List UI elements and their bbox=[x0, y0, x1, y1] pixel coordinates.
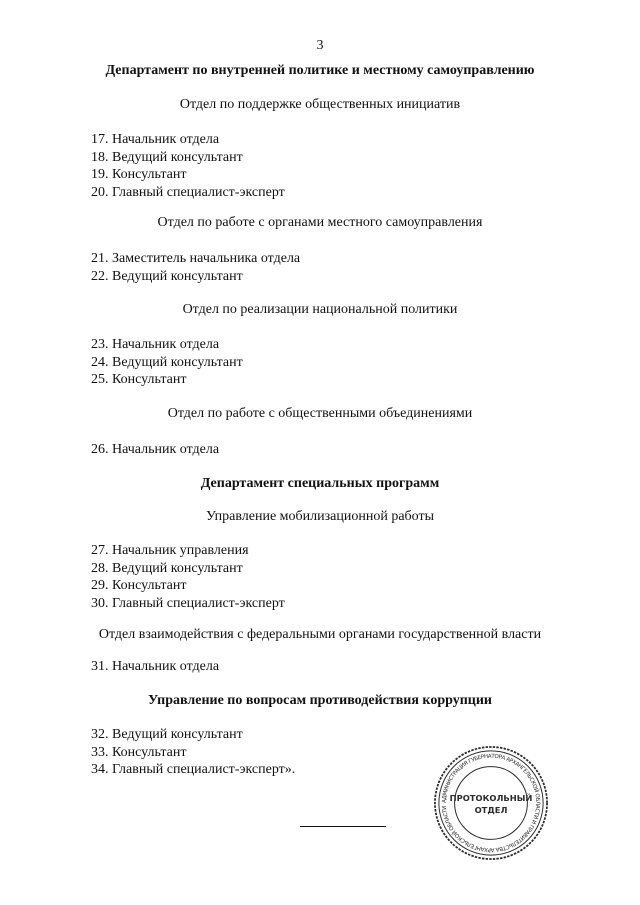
list-item: 29. Консультант bbox=[91, 578, 187, 593]
stamp-center-text: ОТДЕЛ bbox=[474, 804, 508, 815]
position-list bbox=[91, 726, 295, 779]
section-heading: Отдел по поддержке общественных инициатив bbox=[179, 97, 461, 112]
official-stamp bbox=[432, 744, 550, 862]
list-item: 19. Консультант bbox=[91, 167, 187, 182]
position-list bbox=[91, 441, 219, 459]
signature-line bbox=[300, 826, 386, 827]
list-item: 22. Ведущий консультант bbox=[91, 268, 243, 284]
list-item: 32. Ведущий консультант bbox=[91, 727, 243, 742]
list-item: 17. Начальник отдела bbox=[91, 132, 220, 147]
section-heading: Отдел взаимодействия с федеральными органами государственной власти bbox=[98, 627, 542, 642]
department-heading: Департамент по внутренней политике и местному самоуправлению bbox=[105, 63, 535, 78]
list-item: 21. Заместитель начальника отдела bbox=[91, 251, 301, 266]
list-item: 26. Начальник отдела bbox=[91, 442, 220, 457]
position-list bbox=[91, 658, 219, 676]
position-list bbox=[91, 131, 285, 201]
stamp-ring-text: АДМИНИСТРАЦИЯ ГУБЕРНАТОРА АРХАНГЕЛЬСКОЙ ОБЛАСТИ И ПРАВИТЕЛЬСТВА АРХАНГЕЛЬСКОЙ ОБЛАСТИ bbox=[441, 753, 541, 853]
section-heading: Управление мобилизационной работы bbox=[205, 509, 435, 524]
stamp-center-text: ПРОТОКОЛЬНЫЙ bbox=[449, 793, 533, 804]
list-item: 23. Начальник отдела bbox=[91, 337, 220, 352]
list-item: 28. Ведущий консультант bbox=[91, 560, 243, 576]
list-item: 24. Ведущий консультант bbox=[91, 354, 243, 370]
position-list bbox=[91, 250, 300, 285]
list-item: 20. Главный специалист-эксперт bbox=[91, 184, 285, 200]
position-list bbox=[91, 336, 243, 389]
list-item: 25. Консультант bbox=[91, 372, 187, 387]
list-item: 18. Ведущий консультант bbox=[91, 149, 243, 165]
department-heading: Управление по вопросам противодействия коррупции bbox=[148, 693, 492, 708]
section-heading: Отдел по работе с органами местного самоуправления bbox=[157, 215, 483, 230]
position-list bbox=[91, 542, 285, 612]
list-item: 27. Начальник управления bbox=[91, 543, 249, 558]
list-item: 33. Консультант bbox=[91, 744, 187, 760]
list-item: 34. Главный специалист-эксперт». bbox=[91, 762, 296, 777]
section-heading: Отдел по работе с общественными объединениями bbox=[167, 406, 473, 421]
list-item: 30. Главный специалист-эксперт bbox=[91, 595, 285, 611]
department-heading: Департамент специальных программ bbox=[200, 476, 440, 491]
page-number: 3 bbox=[316, 38, 324, 53]
list-item: 31. Начальник отдела bbox=[91, 659, 220, 674]
section-heading: Отдел по реализации национальной политики bbox=[182, 302, 458, 317]
